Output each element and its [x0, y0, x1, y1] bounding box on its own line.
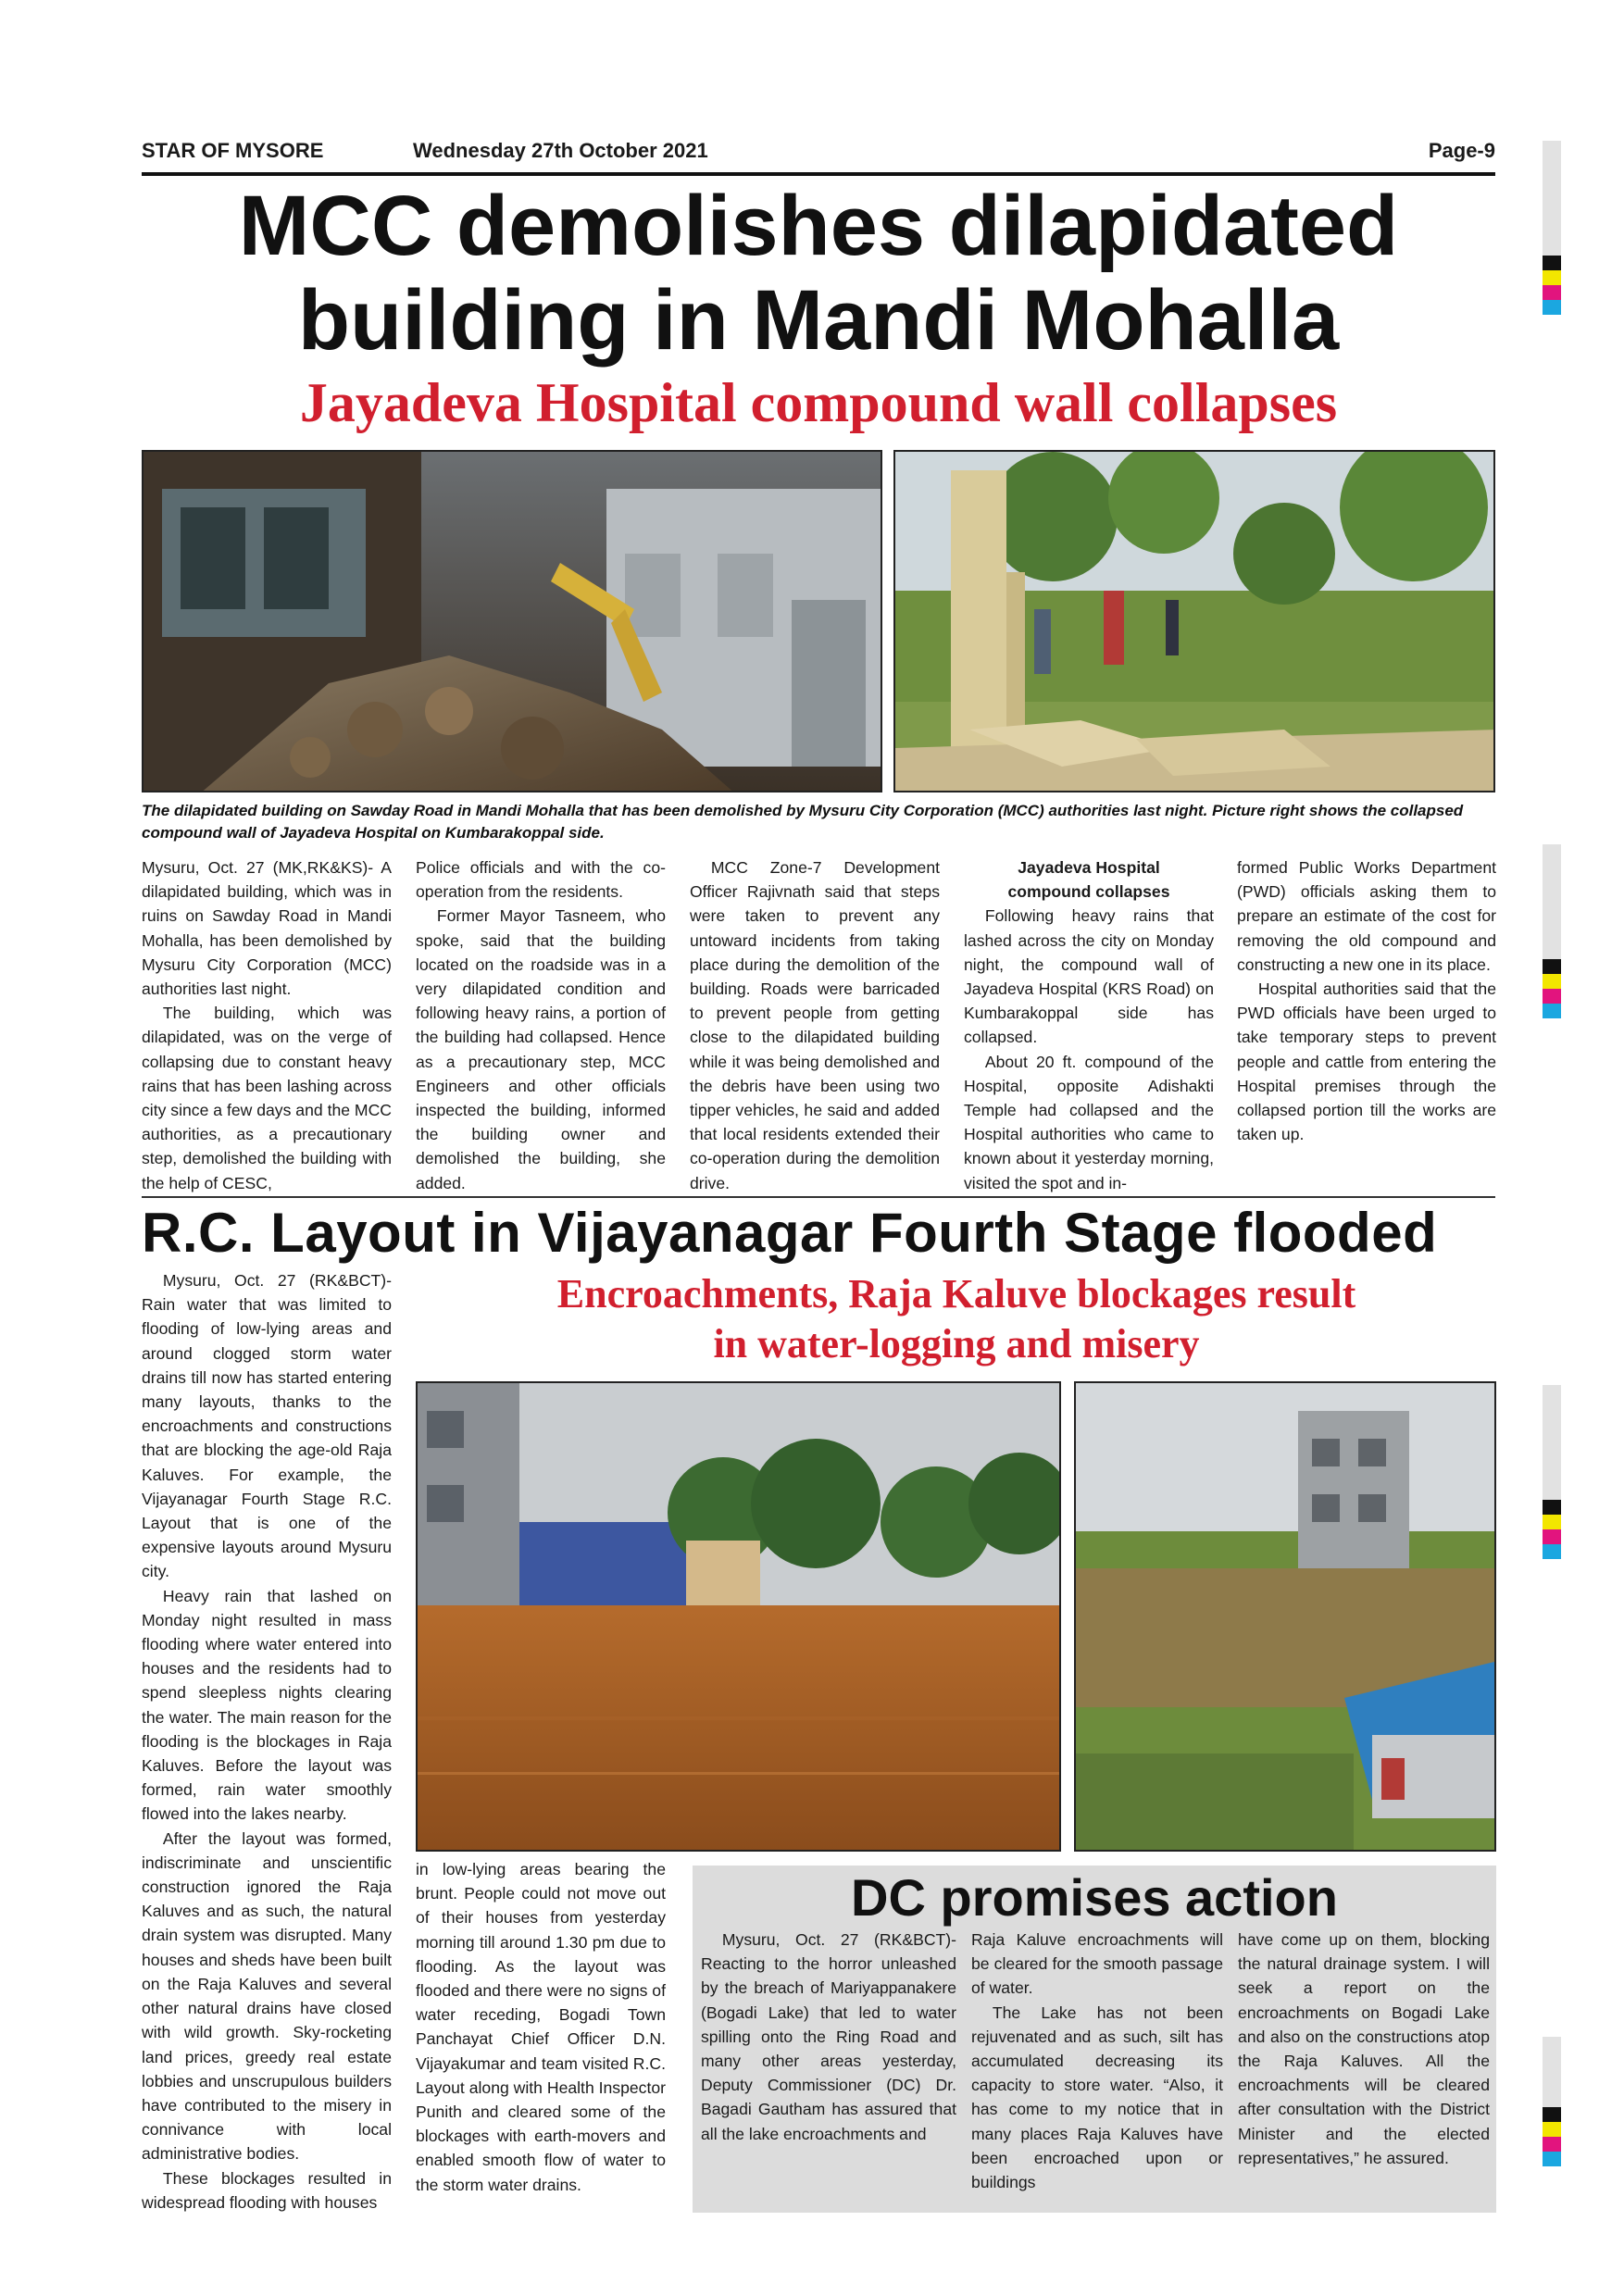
story3-column-1 [701, 1928, 956, 2146]
flooded-plots-photo-graphic [1076, 1383, 1496, 1852]
demolition-photo-graphic [144, 452, 882, 792]
story1-column-3 [690, 855, 940, 1195]
story1-headline-line1: MCC demolishes dilapidated [238, 179, 1399, 273]
jayadeva-subhead-line1: Jayadeva Hospital [1018, 858, 1160, 877]
story1-column-5 [1237, 855, 1496, 1146]
story2-col1-para1: Mysuru, Oct. 27 (RK&BCT)- Rain water that was limited to flooding of low-lying areas and around clogged storm water drains till now has started entering many layouts, thanks to the encroachments and constructions that are blocking the age-old Raja Kaluves. For example, the Vijayanagar Fourth Stage R.C. Layout that is one of the expensive layouts around Mysuru city. [142, 1271, 392, 1581]
story2-column-2 [416, 1857, 666, 2197]
story2-col1-para2: Heavy rain that lashed on Monday night resulted in mass flooding where water entered into houses and the residents had to spend sleepless nights clearing the water. The main reason for the flooding is the blockages in Raja Kaluves. Before the layout was formed, rain water smoothly flowed into the lakes nearby. [142, 1586, 392, 1824]
paper-name: STAR OF MYSORE [142, 139, 324, 162]
story1-col2-para1: Police officials and with the co-operation from the residents. [416, 858, 666, 902]
story2-top-rule [142, 1196, 1495, 1198]
story1-col5-para1: formed Public Works Department (PWD) officials asking them to prepare an estimate of the cost for removing the old compound and constructing a new one in its place. [1237, 858, 1496, 974]
story2-col1-para4: These blockages resulted in widespread flooding with houses [142, 2168, 392, 2212]
story1-col1-para2: The building, which was dilapidated, was on the verge of collapsing due to constant heavy rains that has been lashing across city since a few days and the MCC authorities, as a precautionary step, demolished the building with the help of CESC, [142, 1004, 392, 1192]
story1-col4-para2: About 20 ft. compound of the Hospital, opposite Adishakti Temple had collapsed and the Hospital authorities who came to known about it yesterday morning, visited the spot and in- [964, 1052, 1214, 1192]
story1-column-2 [416, 855, 666, 1195]
story3-col1-para1: Mysuru, Oct. 27 (RK&BCT)- Reacting to the horror unleashed by the breach of Mariyappanakere (Bogadi Lake) that led to water spilling onto the Ring Road and many other areas yesterday, Deputy Commissioner (DC) Dr. Bagadi Gautham has assured that all the lake encroachments and [701, 1930, 956, 2143]
flooded-layout-photo [416, 1381, 1061, 1852]
story1-column-4 [964, 855, 1214, 1195]
story3-headline: DC promises action [851, 1868, 1338, 1927]
masthead-rule [142, 172, 1495, 176]
story2-col1-para3: After the layout was formed, indiscriminate and unscientific construction ignored the Raja Kaluves and as such, the natural drain system was disrupted. Many houses and sheds have been built on the Raja Kaluves and several other natural drains have closed with wild growth. Sky-rocketing land prices, greedy real estate lobbies and unscrupulous builders have contributed to the misery in connivance with local administrative bodies. [142, 1828, 392, 2164]
story2-col2-para1: in low-lying areas bearing the brunt. People could not move out of their houses from yesterday morning till around 1.30 pm due to flooding. As the layout was flooded and there were no signs of water receding, Bogadi Town Panchayat Chief Officer D.N. Vijayakumar and team visited R.C. Layout along with Health Inspector Punith and cleared some of the blockages with earth-movers and enabled smooth flow of water to the storm water drains. [416, 1860, 666, 2194]
story1-col4-para1: Following heavy rains that lashed across the city on Monday night, the compound wall of Jayadeva Hospital (KRS Road) on Kumbarakoppal side has collapsed. [964, 906, 1214, 1047]
story2-headline: R.C. Layout in Vijayanagar Fourth Stage flooded [142, 1202, 1438, 1264]
story1-subhead: Jayadeva Hospital compound wall collapses [299, 372, 1338, 433]
flooded-plots-photo [1074, 1381, 1496, 1852]
story1-col1-para1: Mysuru, Oct. 27 (MK,RK&KS)- A dilapidated building, which was in ruins on Sawday Road in Mandi Mohalla, has been demolished by Mysuru City Corporation (MCC) authorities last night. [142, 858, 392, 999]
story3-column-3 [1238, 1928, 1490, 2170]
story3-col2-para2: The Lake has not been rejuvenated and as such, silt has accumulated decreasing its capacity to store water. “Also, it has come to my notice that in many places Raja Kaluves have been encroached upon or buildings [971, 2003, 1223, 2192]
jayadeva-subhead-line2: compound collapses [1007, 882, 1170, 902]
story3-col2-para1: Raja Kaluve encroachments will be cleared for the smooth passage of water. [971, 1930, 1223, 1998]
compound-wall-photo [893, 450, 1495, 792]
demolition-photo [142, 450, 882, 792]
masthead [142, 139, 1495, 170]
story3-column-2 [971, 1928, 1223, 2194]
story2-subhead-line1: Encroachments, Raja Kaluve blockages result [556, 1271, 1356, 1316]
story1-col5-para2: Hospital authorities said that the PWD officials have been urged to take temporary steps to prevent people and cattle from entering the Hospital premises through the collapsed portion till the works are taken up. [1237, 980, 1496, 1144]
story1-col2-para2: Former Mayor Tasneem, who spoke, said that the building located on the roadside was in a very dilapidated condition and following heavy rains, a portion of the building had collapsed. Hence as a precautionary step, MCC Engineers and other officials inspected the building, informed the building owner and demolished the building, she added. [416, 906, 666, 1192]
page-number: Page-9 [1428, 139, 1495, 162]
story1-caption: The dilapidated building on Sawday Road in Mandi Mohalla that has been demolished by Mysuru City Corporation (MCC) authorities last night. Picture right shows the collapsed compound wall of Jayadeva Hospital on Kumbarakoppal side. [142, 802, 1464, 842]
flooded-layout-photo-graphic [418, 1383, 1061, 1852]
issue-date: Wednesday 27th October 2021 [413, 139, 708, 162]
registration-bar-4 [1543, 2037, 1561, 2166]
compound-wall-photo-graphic [895, 452, 1495, 792]
story2-subhead-line2: in water-logging and misery [713, 1321, 1200, 1366]
story1-headline-line2: building in Mandi Mohalla [297, 273, 1340, 368]
story1-col3-para1: MCC Zone-7 Development Officer Rajivnath said that steps were taken to prevent any untoward incidents from taking place during the demolition of the building. Roads were barricaded to prevent people from getting close to the dilapidated building while it was being demolished and the debris have been using two tipper vehicles, he said and added that local residents extended their co-operation during the demolition drive. [690, 858, 940, 1192]
registration-bar-2 [1543, 844, 1561, 1018]
story2-column-1 [142, 1268, 392, 2215]
story1-column-1 [142, 855, 392, 1195]
registration-bar-3 [1543, 1385, 1561, 1559]
story3-col3-para1: have come up on them, blocking the natural drainage system. I will seek a report on the encroachments on Bogadi Lake and also on the constructions atop the Raja Kaluves. All the encroachments will be cleared after consultation with the District Minister and the elected representatives,” he assured. [1238, 1930, 1490, 2167]
registration-bar-1 [1543, 141, 1561, 315]
